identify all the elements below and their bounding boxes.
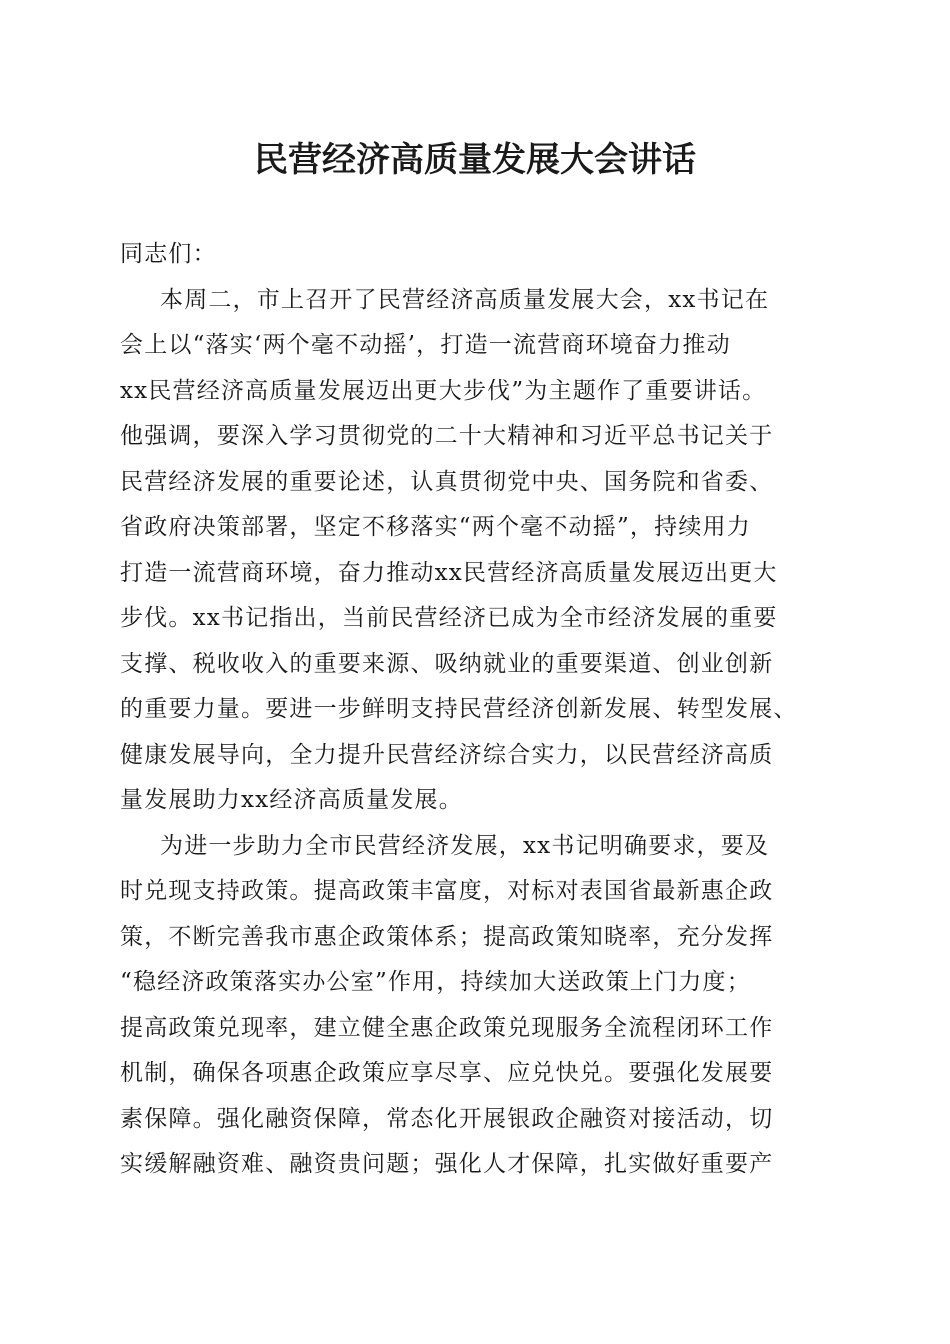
document-title: 民营经济高质量发展大会讲话 [254,140,696,180]
salutation: 同志们： [120,241,217,267]
document-body [120,232,840,1188]
paragraph-2-line: 素保障。强化融资保障，常态化开展银政企融资对接活动，切 [120,1105,774,1132]
paragraph-1-line: 步伐。xx书记指出，当前民营经济已成为全市经济发展的重要 [120,605,778,631]
paragraph-1-line: 量发展助力xx经济高质量发展。 [120,787,463,813]
paragraph-2-line: 实缓解融资难、融资贵问题；强化人才保障，扎实做好重要产 [120,1151,774,1177]
paragraph-1-line: 支撑、税收收入的重要来源、吸纳就业的重要渠道、创业创新 [120,650,774,677]
paragraph-2-line: 为进一步助力全市民营经济发展，xx书记明确要求，要及 [160,832,770,859]
paragraph-2-line: “稳经济政策落实办公室”作用，持续加大送政策上门力度； [120,969,751,995]
paragraph-1-line: 省政府决策部署，坚定不移落实“两个毫不动摇”，持续用力 [120,514,751,540]
paragraph-1-line: 民营经济发展的重要论述，认真贯彻党中央、国务院和省委、 [120,468,774,495]
paragraph-1-line: 本周二，市上召开了民营经济高质量发展大会，xx书记在 [160,286,770,313]
paragraph-1-line: xx民营经济高质量发展迈出更大步伐”为主题作了重要讲话。 [120,377,767,404]
paragraph-1-line: 打造一流营商环境，奋力推动xx民营经济高质量发展迈出更大 [120,559,778,586]
paragraph-2-line: 时兑现支持政策。提高政策丰富度，对标对表国省最新惠企政 [120,878,774,904]
paragraph-2-line: 策，不断完善我市惠企政策体系；提高政策知晓率，充分发挥 [120,923,774,950]
paragraph-1-line: 健康发展导向，全力提升民营经济综合实力，以民营经济高质 [120,741,774,768]
paragraph-1-line: 他强调，要深入学习贯彻党的二十大精神和习近平总书记关于 [120,423,774,449]
paragraph-1-line: 的重要力量。要进一步鲜明支持民营经济创新发展、转型发展、 [120,696,798,722]
paragraph-1-line: 会上以“落实‘两个毫不动摇’，打造一流营商环境奋力推动 [120,332,731,358]
paragraph-2-line: 机制，确保各项惠企政策应享尽享、应兑快兑。要强化发展要 [120,1060,774,1086]
paragraph-2-line: 提高政策兑现率，建立健全惠企政策兑现服务全流程闭环工作 [120,1014,774,1041]
